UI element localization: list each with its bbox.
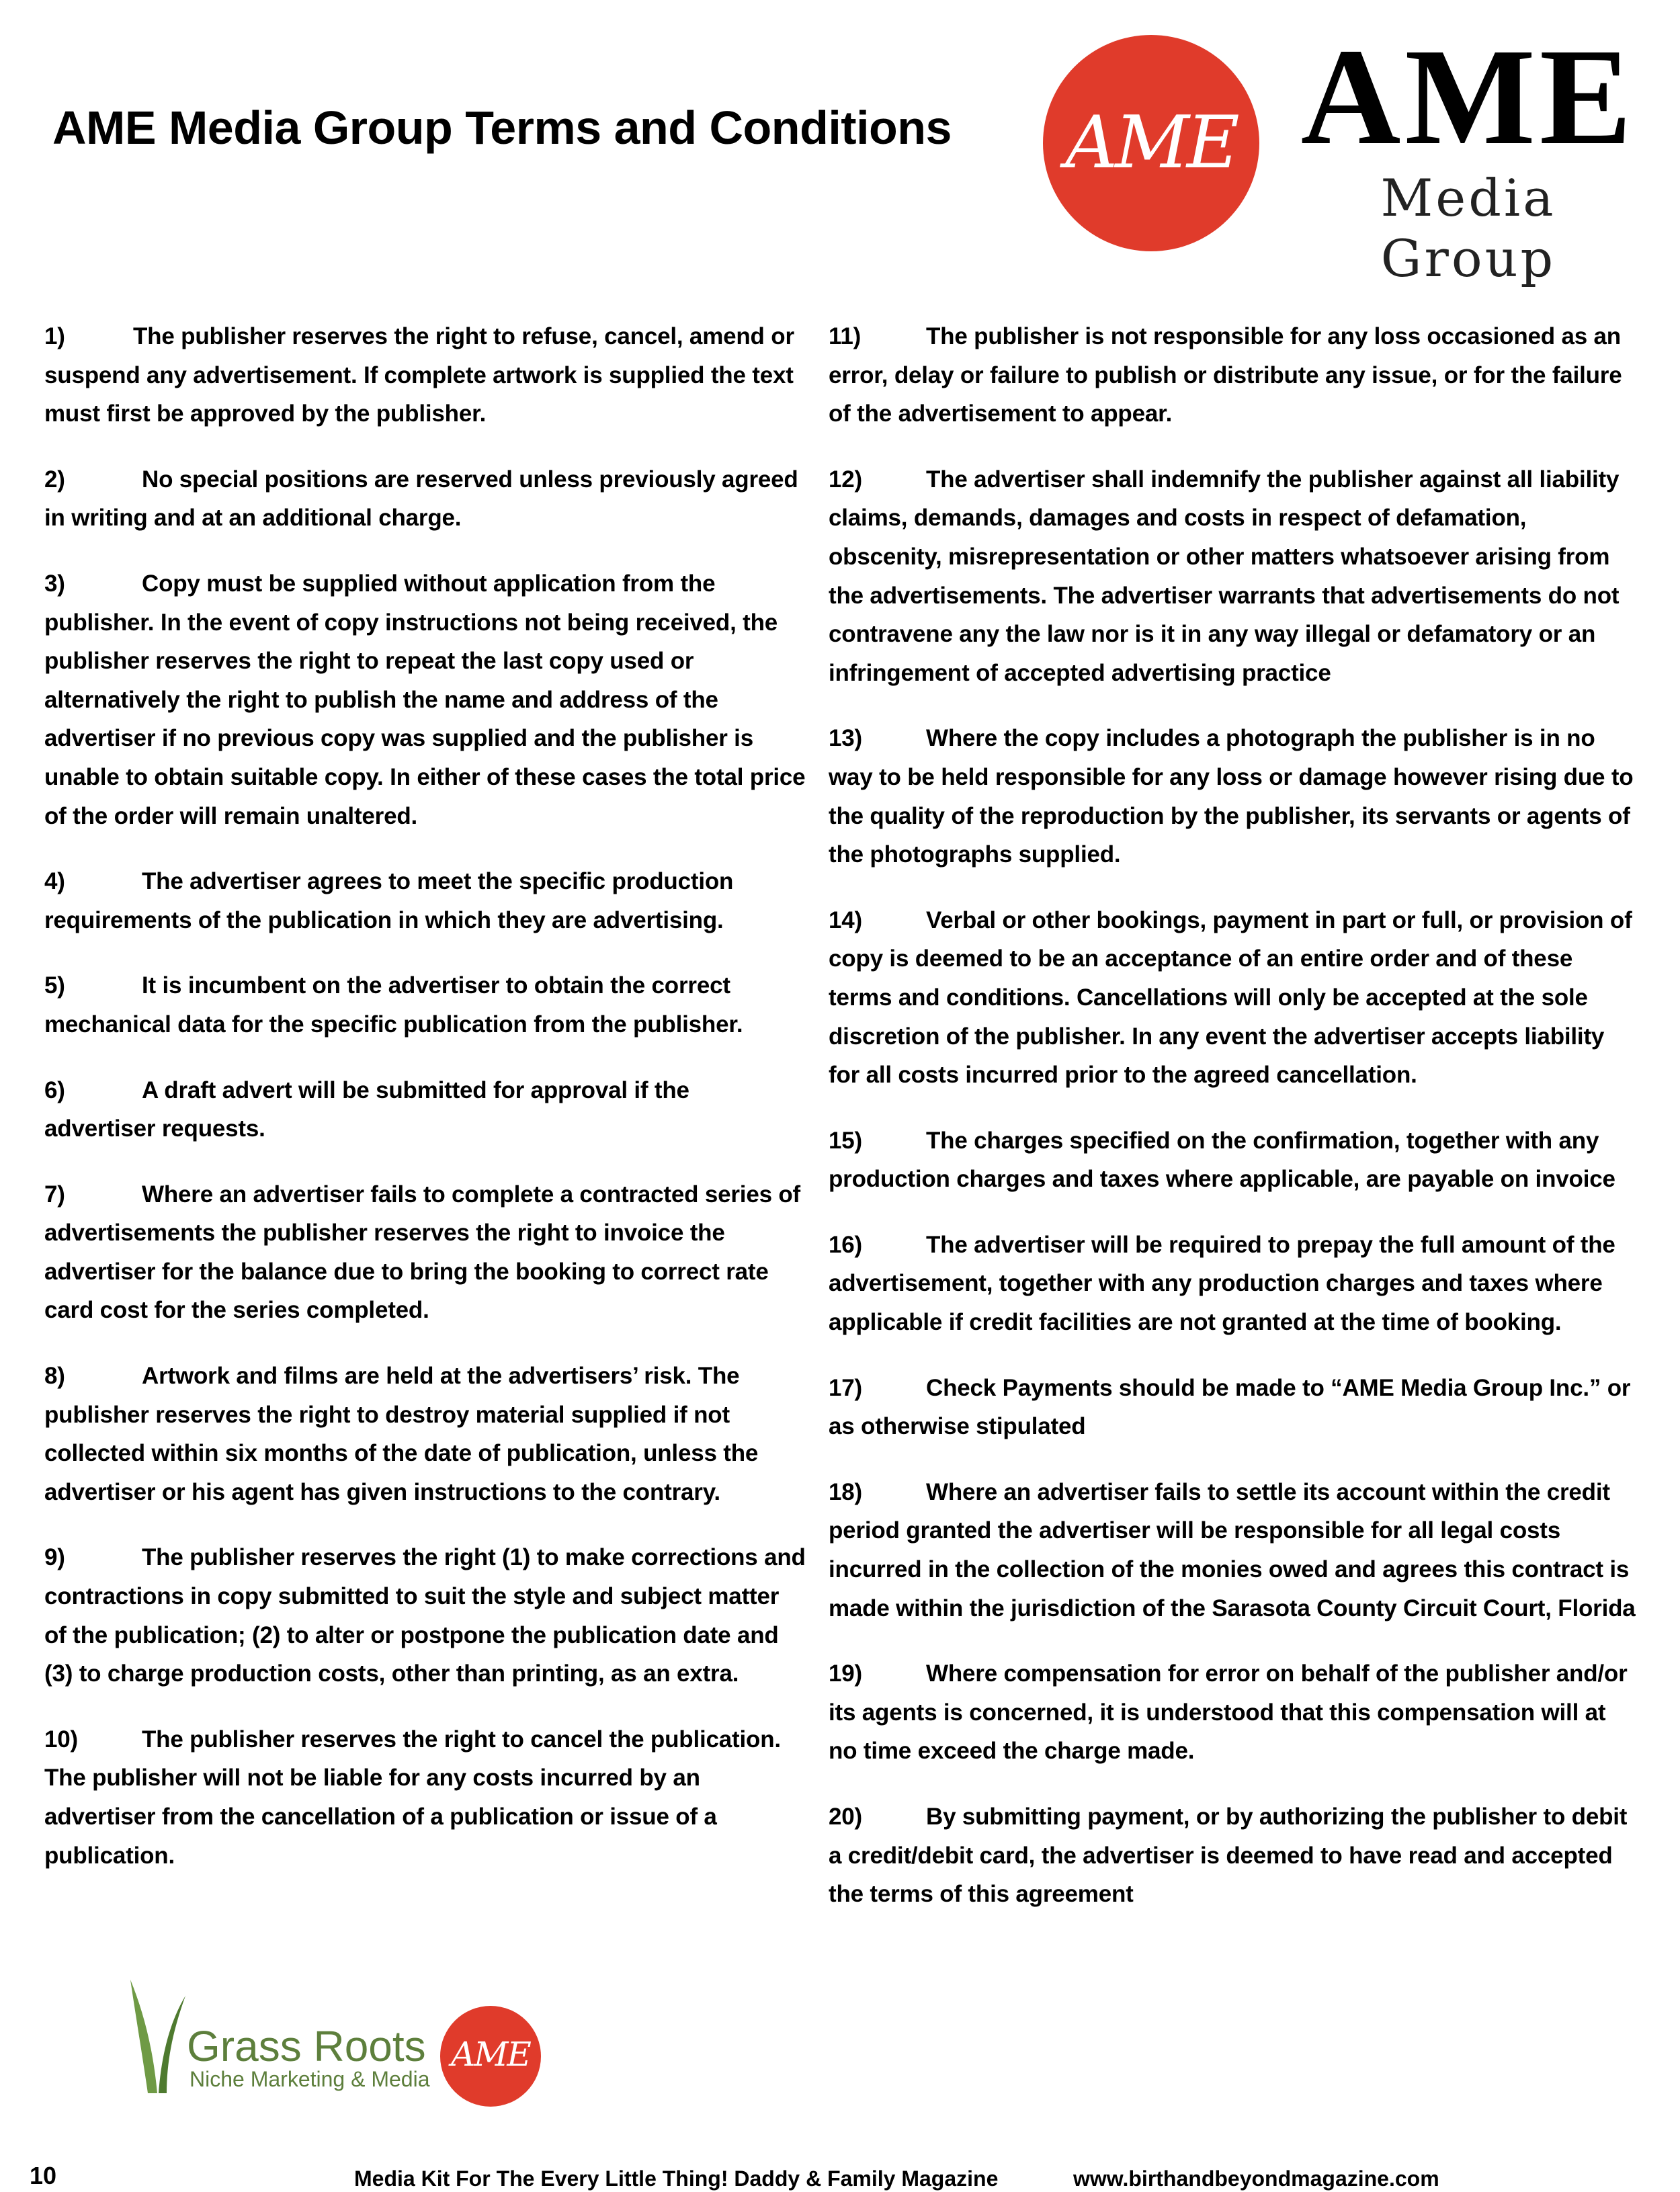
page-number: 10 bbox=[30, 2162, 57, 2189]
term-number: 5) bbox=[44, 972, 65, 999]
term-item bbox=[44, 966, 806, 1044]
ame-circle-logo bbox=[1043, 35, 1259, 251]
term-item bbox=[829, 1654, 1639, 1771]
term-text: Where the copy includes a photograph the publisher is in no way to be held responsible for any loss or damage however rising due to the quality of the reproduction by the publisher, its servants or agents of the photographs supplied. bbox=[829, 725, 1634, 868]
term-text: The charges specified on the confirmation, together with any production charges and taxes where applicable, are payable on invoice bbox=[829, 1127, 1615, 1193]
term-item bbox=[44, 564, 806, 835]
term-text: Verbal or other bookings, payment in part or full, or provision of copy is deemed to be an acceptance of an entire order and of these terms and conditions. Cancellations will only be accepted at the sole discretion of the publisher. In any event the advertiser accepts liability for all costs incurred prior to the agreed cancellation. bbox=[829, 907, 1632, 1089]
term-item bbox=[829, 1369, 1639, 1446]
term-number: 4) bbox=[44, 868, 65, 895]
term-text: Copy must be supplied without application from the publisher. In the event of copy instructions not being received, the publisher reserves the right to repeat the last copy used or alternatively the right to publish the name and address of the advertiser if no previous copy was supplied and the publisher is unable to obtain suitable copy. In either of these cases the total price of the order will remain unaltered. bbox=[44, 570, 806, 829]
ame-wordmark-subtitle: Media Group bbox=[1380, 168, 1556, 288]
term-item bbox=[44, 1720, 806, 1875]
term-text: The advertiser will be required to prepay the full amount of the advertisement, together with any production charges and taxes where applicable if credit facilities are not granted at the time of booking. bbox=[829, 1231, 1615, 1336]
term-number: 15) bbox=[829, 1127, 862, 1154]
footer-url: www.birthandbeyondmagazine.com bbox=[1073, 2166, 1439, 2191]
term-number: 17) bbox=[829, 1374, 862, 1401]
term-text: The advertiser agrees to meet the specific production requirements of the publication in which they are advertising. bbox=[44, 868, 734, 933]
term-text: The publisher reserves the right to cancel the publication. The publisher will not be liable for any costs incurred by an advertiser from the cancellation of a publication or issue of a publication. bbox=[44, 1726, 781, 1869]
terms-column-right bbox=[829, 317, 1639, 1941]
term-number: 12) bbox=[829, 466, 862, 493]
term-item bbox=[44, 1175, 806, 1330]
ame-circle-logo-text: AME bbox=[1065, 101, 1237, 185]
term-text: The publisher reserves the right to refuse, cancel, amend or suspend any advertisement. If complete artwork is supplied the text must first be approved by the publisher. bbox=[44, 323, 794, 427]
term-number: 10) bbox=[44, 1726, 78, 1753]
page-title: AME Media Group Terms and Conditions bbox=[52, 101, 952, 154]
grass-roots-tagline: Niche Marketing & Media bbox=[190, 2067, 430, 2091]
term-item bbox=[44, 460, 806, 538]
term-number: 20) bbox=[829, 1804, 862, 1830]
ame-wordmark: AME bbox=[1300, 19, 1636, 173]
term-number: 18) bbox=[829, 1478, 862, 1505]
term-number: 9) bbox=[44, 1544, 65, 1571]
term-item bbox=[829, 317, 1639, 433]
term-number: 3) bbox=[44, 570, 65, 597]
term-number: 2) bbox=[44, 466, 65, 493]
term-text: The advertiser shall indemnify the publisher against all liability claims, demands, damages and costs in respect of defamation, obscenity, misrepresentation or other matters whatsoever arising from the advertisements. The advertiser warrants that advertisements do not contravene any the law nor is it in any way illegal or defamatory or an infringement of accepted advertising practice bbox=[829, 466, 1620, 686]
term-text: By submitting payment, or by authorizing the publisher to debit a credit/debit card, the advertiser is deemed to have read and accepted the terms of this agreement bbox=[829, 1804, 1628, 1908]
term-item bbox=[44, 317, 806, 433]
term-text: No special positions are reserved unless previously agreed in writing and at an additional charge. bbox=[44, 466, 798, 532]
term-text: The publisher is not responsible for any loss occasioned as an error, delay or failure to publish or distribute any issue, or for the failure of the advertisement to appear. bbox=[829, 323, 1622, 427]
term-text: Where an advertiser fails to complete a contracted series of advertisements the publisher reserves the right to invoice the advertiser for the balance due to bring the booking to correct rate card cost for the series completed. bbox=[44, 1181, 801, 1324]
ame-small-circle-logo bbox=[440, 2006, 541, 2107]
term-text: Where compensation for error on behalf of the publisher and/or its agents is concerned, it is understood that this compensation will at no time exceed the charge made. bbox=[829, 1660, 1628, 1765]
term-number: 8) bbox=[44, 1363, 65, 1390]
grass-blade-icon bbox=[128, 1976, 195, 2097]
term-item bbox=[44, 862, 806, 939]
term-text: It is incumbent on the advertiser to obtain the correct mechanical data for the specific publication from the publisher. bbox=[44, 972, 743, 1038]
grass-roots-logo bbox=[128, 1976, 548, 2097]
term-item bbox=[829, 719, 1639, 874]
term-text: Where an advertiser fails to settle its account within the credit period granted the advertiser will be responsible for all legal costs incurred in the collection of the monies owed and agrees this contract is made within the jurisdiction of the Sarasota County Circuit Court, Florida bbox=[829, 1478, 1636, 1621]
term-item bbox=[829, 901, 1639, 1095]
term-number: 1) bbox=[44, 323, 65, 349]
term-number: 13) bbox=[829, 725, 862, 752]
ame-small-circle-logo-text: AME bbox=[451, 2035, 530, 2074]
term-number: 11) bbox=[829, 323, 862, 349]
term-item bbox=[829, 460, 1639, 693]
term-item bbox=[829, 1226, 1639, 1342]
term-text: The publisher reserves the right (1) to make corrections and contractions in copy submitted to suit the style and subject matter of the publication; (2) to alter or postpone the publication date and (3) to charge production costs, other than printing, as an extra. bbox=[44, 1544, 806, 1687]
term-number: 14) bbox=[829, 907, 862, 933]
term-item bbox=[44, 1357, 806, 1511]
term-text: Check Payments should be made to “AME Media Group Inc.” or as otherwise stipulated bbox=[829, 1374, 1631, 1440]
term-number: 7) bbox=[44, 1181, 65, 1208]
term-item bbox=[829, 1798, 1639, 1914]
term-item bbox=[44, 1538, 806, 1693]
term-text: Artwork and films are held at the advertisers’ risk. The publisher reserves the right to destroy material supplied if not collected within six months of the date of publication, unless the advertiser or his agent has given instructions to the contrary. bbox=[44, 1363, 759, 1505]
term-item bbox=[44, 1071, 806, 1148]
term-number: 6) bbox=[44, 1077, 65, 1103]
terms-column-left bbox=[44, 317, 806, 1902]
term-text: A draft advert will be submitted for approval if the advertiser requests. bbox=[44, 1077, 689, 1142]
grass-roots-name: Grass Roots bbox=[187, 2022, 426, 2070]
term-number: 16) bbox=[829, 1231, 862, 1258]
term-number: 19) bbox=[829, 1660, 862, 1687]
footer-publication: Media Kit For The Every Little Thing! Daddy & Family Magazine bbox=[354, 2166, 999, 2191]
term-item bbox=[829, 1473, 1639, 1628]
term-item bbox=[829, 1122, 1639, 1199]
